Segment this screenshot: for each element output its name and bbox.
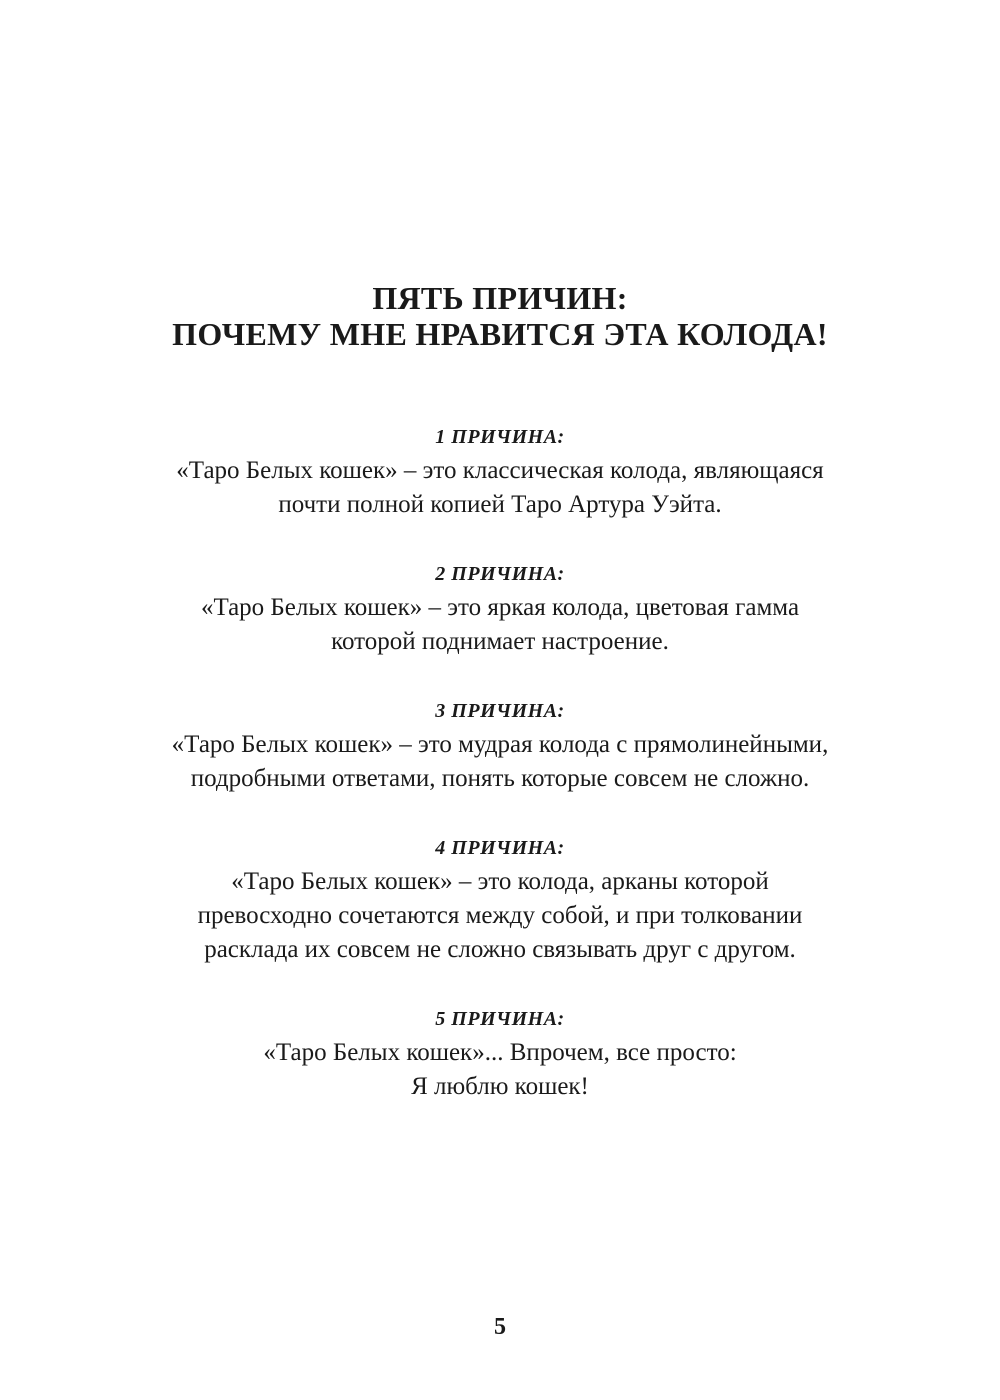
title-line-1: ПЯТЬ ПРИЧИН:: [372, 280, 628, 316]
reason-text-line: «Таро Белых кошек» – это мудрая колода с прямолинейными,: [171, 731, 829, 758]
reason-1: [0, 420, 1000, 522]
reason-text-line: Я люблю кошек!: [411, 1073, 589, 1100]
reason-label: 4 ПРИЧИНА:: [435, 837, 565, 859]
title-line-2: ПОЧЕМУ МНЕ НРАВИТСЯ ЭТА КОЛОДА!: [172, 316, 828, 352]
reason-label: 3 ПРИЧИНА:: [435, 700, 565, 722]
page-title: [0, 280, 1000, 352]
reason-2: [0, 557, 1000, 659]
reasons-list: [0, 420, 1000, 1139]
reason-text-line: расклада их совсем не сложно связывать друг с другом.: [204, 936, 796, 963]
reason-label: 5 ПРИЧИНА:: [435, 1008, 565, 1030]
reason-4: [0, 831, 1000, 967]
reason-text-line: «Таро Белых кошек» – это колода, арканы которой: [231, 868, 769, 895]
reason-label: 2 ПРИЧИНА:: [435, 563, 565, 585]
reason-text-line: почти полной копией Таро Артура Уэйта.: [278, 491, 722, 518]
page-number: 5: [494, 1314, 506, 1340]
reason-text-line: «Таро Белых кошек»... Впрочем, все просто:: [263, 1039, 737, 1066]
reason-3: [0, 694, 1000, 796]
reason-text-line: подробными ответами, понять которые совсем не сложно.: [190, 765, 810, 792]
reason-text-line: превосходно сочетаются между собой, и при толковании: [197, 902, 803, 929]
reason-label: 1 ПРИЧИНА:: [435, 426, 565, 448]
reason-text-line: которой поднимает настроение.: [331, 628, 669, 655]
reason-text-line: «Таро Белых кошек» – это классическая колода, являющаяся: [176, 457, 824, 484]
reason-text-line: «Таро Белых кошек» – это яркая колода, цветовая гамма: [200, 594, 800, 621]
reason-5: [0, 1002, 1000, 1104]
